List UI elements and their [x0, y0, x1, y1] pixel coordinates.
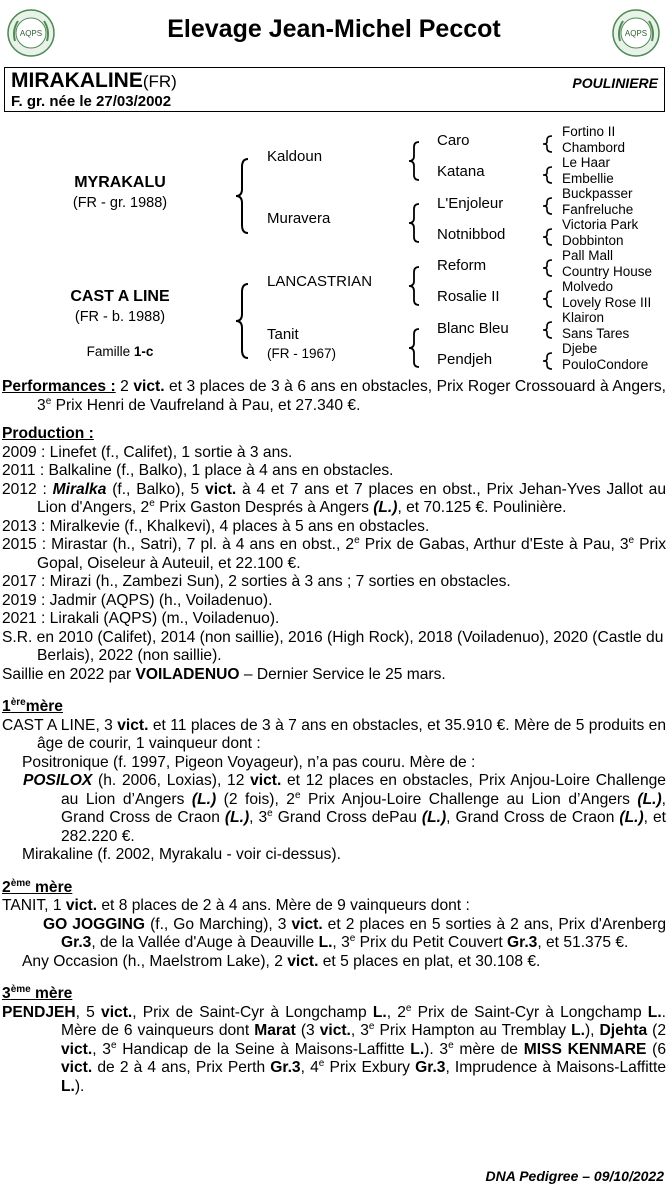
- brace-g3-3: [405, 265, 425, 307]
- gen3-caro: Caro: [437, 132, 470, 149]
- brace-g4-1: [540, 130, 558, 158]
- brace-g4-2: [540, 161, 558, 189]
- mere1-line: Positronique (f. 1997, Pigeon Voyageur), n’a pas couru. Mère de :: [22, 753, 476, 771]
- brace-g4-5: [540, 254, 558, 282]
- gen3-blanc-bleu: Blanc Bleu: [437, 320, 509, 337]
- gen3-notnibbod: Notnibbod: [437, 226, 506, 243]
- page-title: Elevage Jean-Michel Peccot: [167, 15, 501, 43]
- brace-g4-4: [540, 223, 558, 251]
- mere2-line: Any Occasion (h., Maelstrom Lake), 2 vict. et 5 places en plat, et 30.108 €.: [22, 952, 541, 970]
- mere3-heading: 3ème mère: [2, 984, 73, 1002]
- production-line: 2021 : Lirakali (AQPS) (m., Voiladenuo).: [2, 610, 280, 627]
- horse-role: POULINIERE: [572, 75, 658, 91]
- mere2-heading: 2ème mère: [2, 877, 73, 896]
- gen3-lenjoleur: L'Enjoleur: [437, 195, 504, 212]
- aqps-logo-right: [611, 8, 661, 58]
- production-sr: S.R. en 2010 (Califet), 2014 (non saillie), 2016 (High Rock), 2018 (Voiladenuo), 2020 (Castle du Berlais), 2022 (non saillie).: [2, 628, 664, 664]
- brace-g4-3: [540, 192, 558, 220]
- dam-info: (FR - b. 1988): [74, 309, 166, 325]
- gen4-pair: Buckpasser Fanfreluche: [562, 186, 634, 217]
- gen2-tanit: Tanit: [267, 326, 299, 343]
- gen3-reform: Reform: [437, 257, 487, 274]
- mere3-line: PENDJEH, 5 vict., Prix de Saint-Cyr à Longchamp L., 2e Prix de Saint-Cyr à Longchamp L.. Mère de 6 vainqueurs dont Marat (3 vict., 3e Prix Hampton au Tremblay L.), Djehta (2 vict., 3e Handicap de la Seine à Maisons-Laffitte L.). 3e mère de MISS KENMARE (6 vict. de 2 à 4 ans, Prix Perth Gr.3, 4e Prix Exbury Gr.3, Imprudence à Maisons-Laffitte L.).: [2, 1002, 667, 1095]
- footer: DNA Pedigree – 09/10/2022: [485, 1168, 664, 1184]
- performances: Performances : 2 vict. et 3 places de 3 à 6 ans en obstacles, Prix Roger Crossouard à Angers, 3e Prix Henri de Vaufreland à Pau, et 27.340 €.: [2, 378, 666, 414]
- gen3-pendjeh: Pendjeh: [437, 351, 493, 368]
- brace-g4-8: [540, 347, 558, 375]
- famille: Famille 1-c: [86, 344, 154, 359]
- brace-g3-2: [405, 202, 425, 244]
- production-saillie: Saillie en 2022 par VOILADENUO – Dernier Service le 25 mars.: [2, 665, 446, 683]
- gen4-pair: Djebe PouloCondore: [562, 341, 649, 372]
- sire-name: MYRAKALU: [74, 174, 166, 191]
- brace-g4-7: [540, 316, 558, 344]
- gen4-pair: Victoria Park Dobbinton: [562, 217, 639, 248]
- production-heading: Production :: [2, 425, 94, 442]
- production-line: 2011 : Balkaline (f., Balko), 1 place à 4 ans en obstacles.: [2, 462, 394, 479]
- gen3-katana: Katana: [437, 163, 485, 180]
- brace-g3-4: [405, 327, 425, 369]
- horse-birth: F. gr. née le 27/03/2002: [11, 93, 172, 110]
- mere2-line: TANIT, 1 vict. et 8 places de 2 à 4 ans. Mère de 9 vainqueurs dont :: [2, 897, 470, 914]
- horse-name-box: [4, 67, 665, 112]
- production-section: [2, 425, 666, 684]
- gen3-rosalie: Rosalie II: [437, 288, 500, 305]
- gen2-lancastrian: LANCASTRIAN: [267, 273, 373, 290]
- brace-g4-6: [540, 285, 558, 313]
- mere1-line: Mirakaline (f. 2002, Myrakalu - voir ci-dessus).: [22, 846, 341, 863]
- main-content: [2, 378, 666, 1096]
- brace-g3-1: [405, 140, 425, 182]
- mere1-section: [2, 694, 666, 865]
- brace-sire: [232, 157, 254, 235]
- gen2-muravera: Muravera: [267, 210, 331, 227]
- gen4-pair: Klairon Sans Tares: [562, 310, 630, 341]
- production-line: 2019 : Jadmir (AQPS) (h., Voiladenuo).: [2, 591, 273, 609]
- sire-info: (FR - gr. 1988): [72, 195, 168, 211]
- horse-name: MIRAKALINE(FR): [11, 69, 177, 92]
- svg-text:AQPS: AQPS: [624, 29, 648, 38]
- mere1-line: CAST A LINE, 3 vict. et 11 places de 3 à 7 ans en obstacles, et 35.910 €. Mère de 5 produits en âge de courir, 1 vainqueur dont :: [2, 716, 666, 752]
- gen4-pair: Pall Mall Country House: [562, 248, 653, 279]
- gen4-pair: Fortino II Chambord: [562, 124, 626, 155]
- production-line: 2013 : Miralkevie (f., Khalkevi), 4 places à 5 ans en obstacles.: [2, 517, 430, 535]
- gen2-tanit-info: (FR - 1967): [267, 346, 337, 361]
- brace-dam: [232, 282, 254, 360]
- mere2-section: [2, 875, 666, 972]
- production-line: 2017 : Mirazi (h., Zambezi Sun), 2 sorties à 3 ans ; 7 sorties en obstacles.: [2, 573, 511, 590]
- gen4-pair: Le Haar Embellie: [562, 155, 614, 186]
- dam-name: CAST A LINE: [70, 288, 170, 305]
- gen4-pair: Molvedo Lovely Rose III: [562, 279, 652, 310]
- mere2-line: GO JOGGING (f., Go Marching), 3 vict. et 2 places en 5 sorties à 2 ans, Prix d'Arenberg Gr.3, de la Vallée d'Auge à Deauville L., 3e Prix du Petit Couvert Gr.3, et 51.375 €.: [43, 915, 666, 951]
- production-line: 2012 : Miralka (f., Balko), 5 vict. à 4 et 7 ans et 7 places en obst., Prix Jehan-Yves Jallot au Lion d'Angers, 2e Prix Gaston Després à Angers (L.), et 70.125 €. Poulinière.: [2, 480, 666, 516]
- mere1-line: POSILOX (h. 2006, Loxias), 12 vict. et 12 places en obstacles, Prix Anjou-Loire Challenge au Lion d’Angers (L.) (2 fois), 2e Prix Anjou-Loire Challenge au Lion d’Angers (L.), Grand Cross de Craon (L.), 3e Grand Cross dePau (L.), Grand Cross de Craon (L.), et 282.220 €.: [23, 772, 667, 845]
- mere1-heading: 1èremère: [2, 697, 63, 715]
- gen2-kaldoun: Kaldoun: [267, 148, 323, 165]
- production-line: 2015 : Mirastar (h., Satri), 7 pl. à 4 ans en obst., 2e Prix de Gabas, Arthur d'Este à Pau, 3e Prix Gopal, Oiseleur à Auteuil, et 22.100 €.: [2, 534, 667, 572]
- production-line: 2009 : Linefet (f., Califet), 1 sortie à 3 ans.: [2, 443, 293, 461]
- svg-text:AQPS: AQPS: [19, 29, 43, 38]
- mere3-section: [2, 981, 666, 1096]
